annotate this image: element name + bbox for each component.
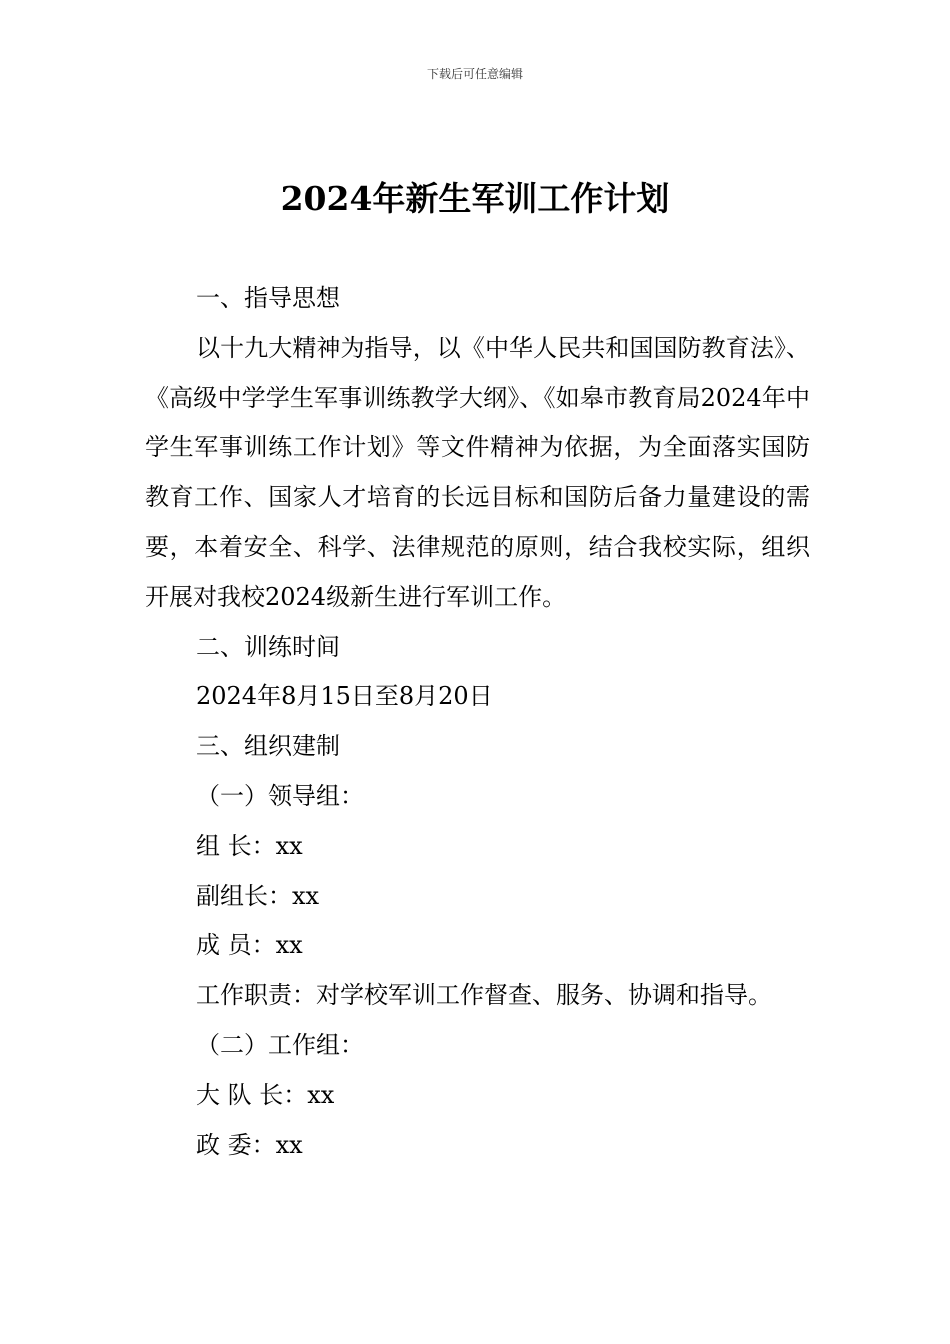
section-heading-training-time: 二、训练时间 [196, 632, 340, 661]
line-duties: 工作职责：对学校军训工作督查、服务、协调和指导。 [196, 981, 772, 1010]
document-title: 2024年新生军训工作计划 [280, 179, 670, 218]
line-captain: 大 队 长：xx [196, 1080, 335, 1109]
section-heading-organization: 三、组织建制 [196, 732, 340, 761]
paragraph-guiding-ideology: 以十九大精神为指导，以《中华人民共和国国防教育法》、《高级中学学生军事训练教学大纲》、《如皋市教育局2024年中学生军事训练工作计划》等文件精神为依据，为全面落实国防教育工作、国家人才培育的长远目标和国防后备力量建设的需要，本着安全、科学、法律规范的原则，结合我校实际，组织开展对我校2024级新生进行军训工作。 [145, 333, 810, 611]
line-deputy-leader: 副组长：xx [196, 881, 320, 910]
subheading-work-group: （二）工作组： [196, 1030, 364, 1059]
line-commissar: 政 委：xx [196, 1130, 303, 1159]
header-note: 下载后可任意编辑 [426, 67, 523, 81]
section-heading-guiding-ideology: 一、指导思想 [196, 284, 340, 312]
line-members: 成 员：xx [196, 931, 303, 960]
document-body [145, 274, 810, 1170]
line-group-leader: 组 长：xx [196, 831, 303, 860]
subheading-leader-group: （一）领导组： [196, 781, 364, 810]
paragraph-training-time: 2024年8月15日至8月20日 [196, 682, 493, 711]
